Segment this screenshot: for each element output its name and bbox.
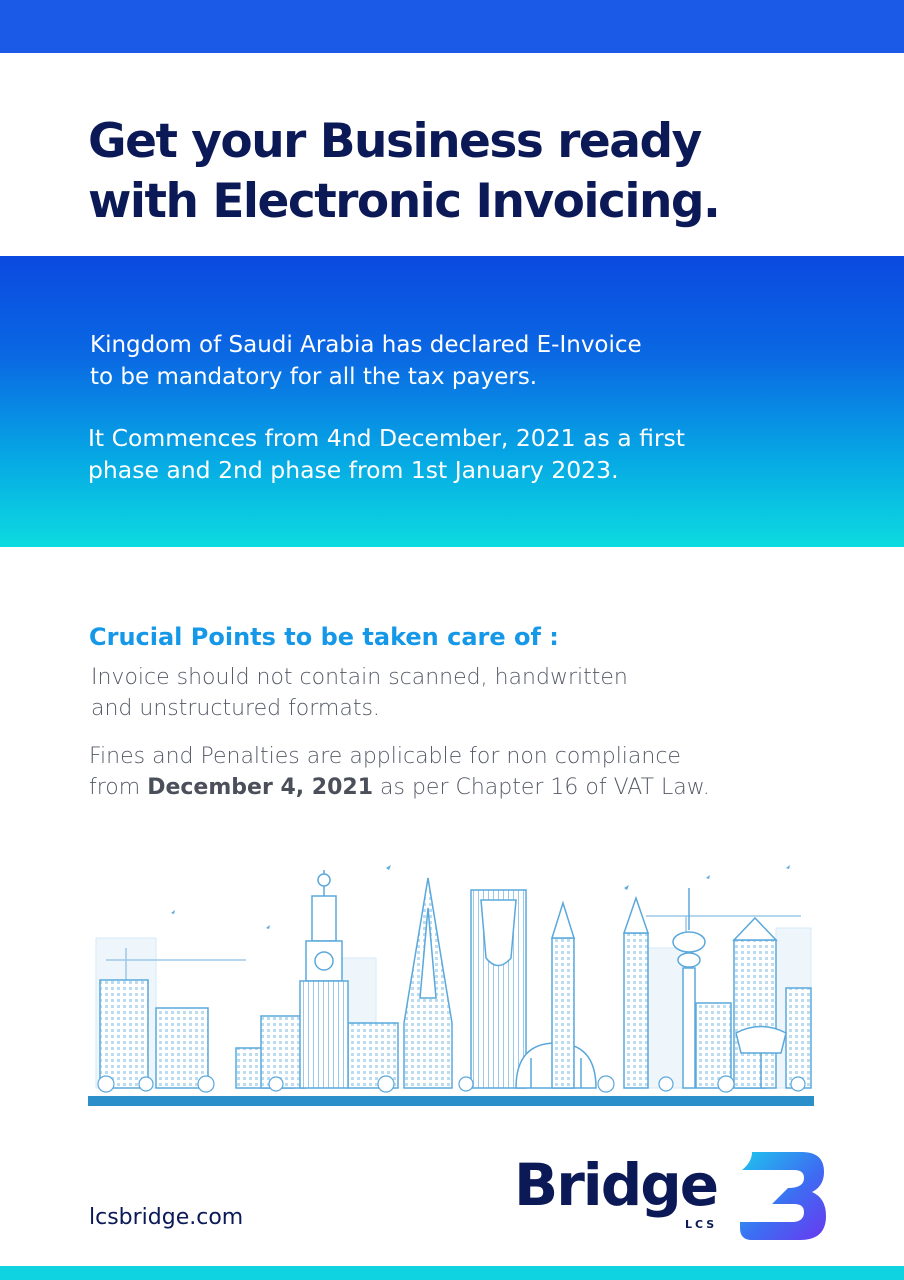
announcement-band bbox=[0, 256, 904, 547]
announcement-p1-line-1: Kingdom of Saudi Arabia has declared E-Invoice bbox=[90, 332, 642, 358]
headline-line-1: Get your Business ready bbox=[88, 114, 701, 169]
crucial-p1-line-1: Invoice should not contain scanned, handwritten bbox=[91, 665, 628, 690]
bridge-b-mark-icon bbox=[732, 1152, 826, 1240]
crucial-p2-line-2 bbox=[89, 772, 710, 803]
bottom-color-bar bbox=[0, 1266, 904, 1280]
penalty-date: December 4, 2021 bbox=[147, 775, 374, 800]
announcement-p1-line-2: to be mandatory for all the tax payers. bbox=[90, 364, 538, 390]
announcement-paragraph-mandate bbox=[90, 329, 642, 393]
bridge-logo bbox=[514, 1150, 826, 1242]
announcement-paragraph-phases bbox=[88, 422, 685, 486]
logo-subtext: LCS bbox=[685, 1218, 718, 1231]
headline-line-2: with Electronic Invoicing. bbox=[88, 174, 720, 229]
crucial-p2-prefix: from bbox=[89, 775, 148, 800]
crucial-point-penalties bbox=[89, 741, 710, 803]
crucial-p2-line-1: Fines and Penalties are applicable for non compliance bbox=[89, 744, 681, 769]
website-link[interactable]: lcsbridge.com bbox=[89, 1205, 244, 1230]
city-skyline-illustration bbox=[86, 848, 816, 1110]
crucial-p1-line-2: and unstructured formats. bbox=[91, 696, 380, 721]
announcement-p2-line-1: It Commences from 4nd December, 2021 as a first bbox=[88, 424, 686, 452]
top-color-bar bbox=[0, 0, 904, 53]
announcement-p2-line-2: phase and 2nd phase from 1st January 2023. bbox=[88, 456, 619, 484]
logo-wordmark: Bridge bbox=[514, 1151, 718, 1219]
crucial-p2-suffix: as per Chapter 16 of VAT Law. bbox=[373, 775, 710, 800]
headline bbox=[88, 112, 868, 232]
crucial-point-formats bbox=[91, 662, 628, 724]
crucial-points-heading: Crucial Points to be taken care of : bbox=[89, 623, 559, 651]
